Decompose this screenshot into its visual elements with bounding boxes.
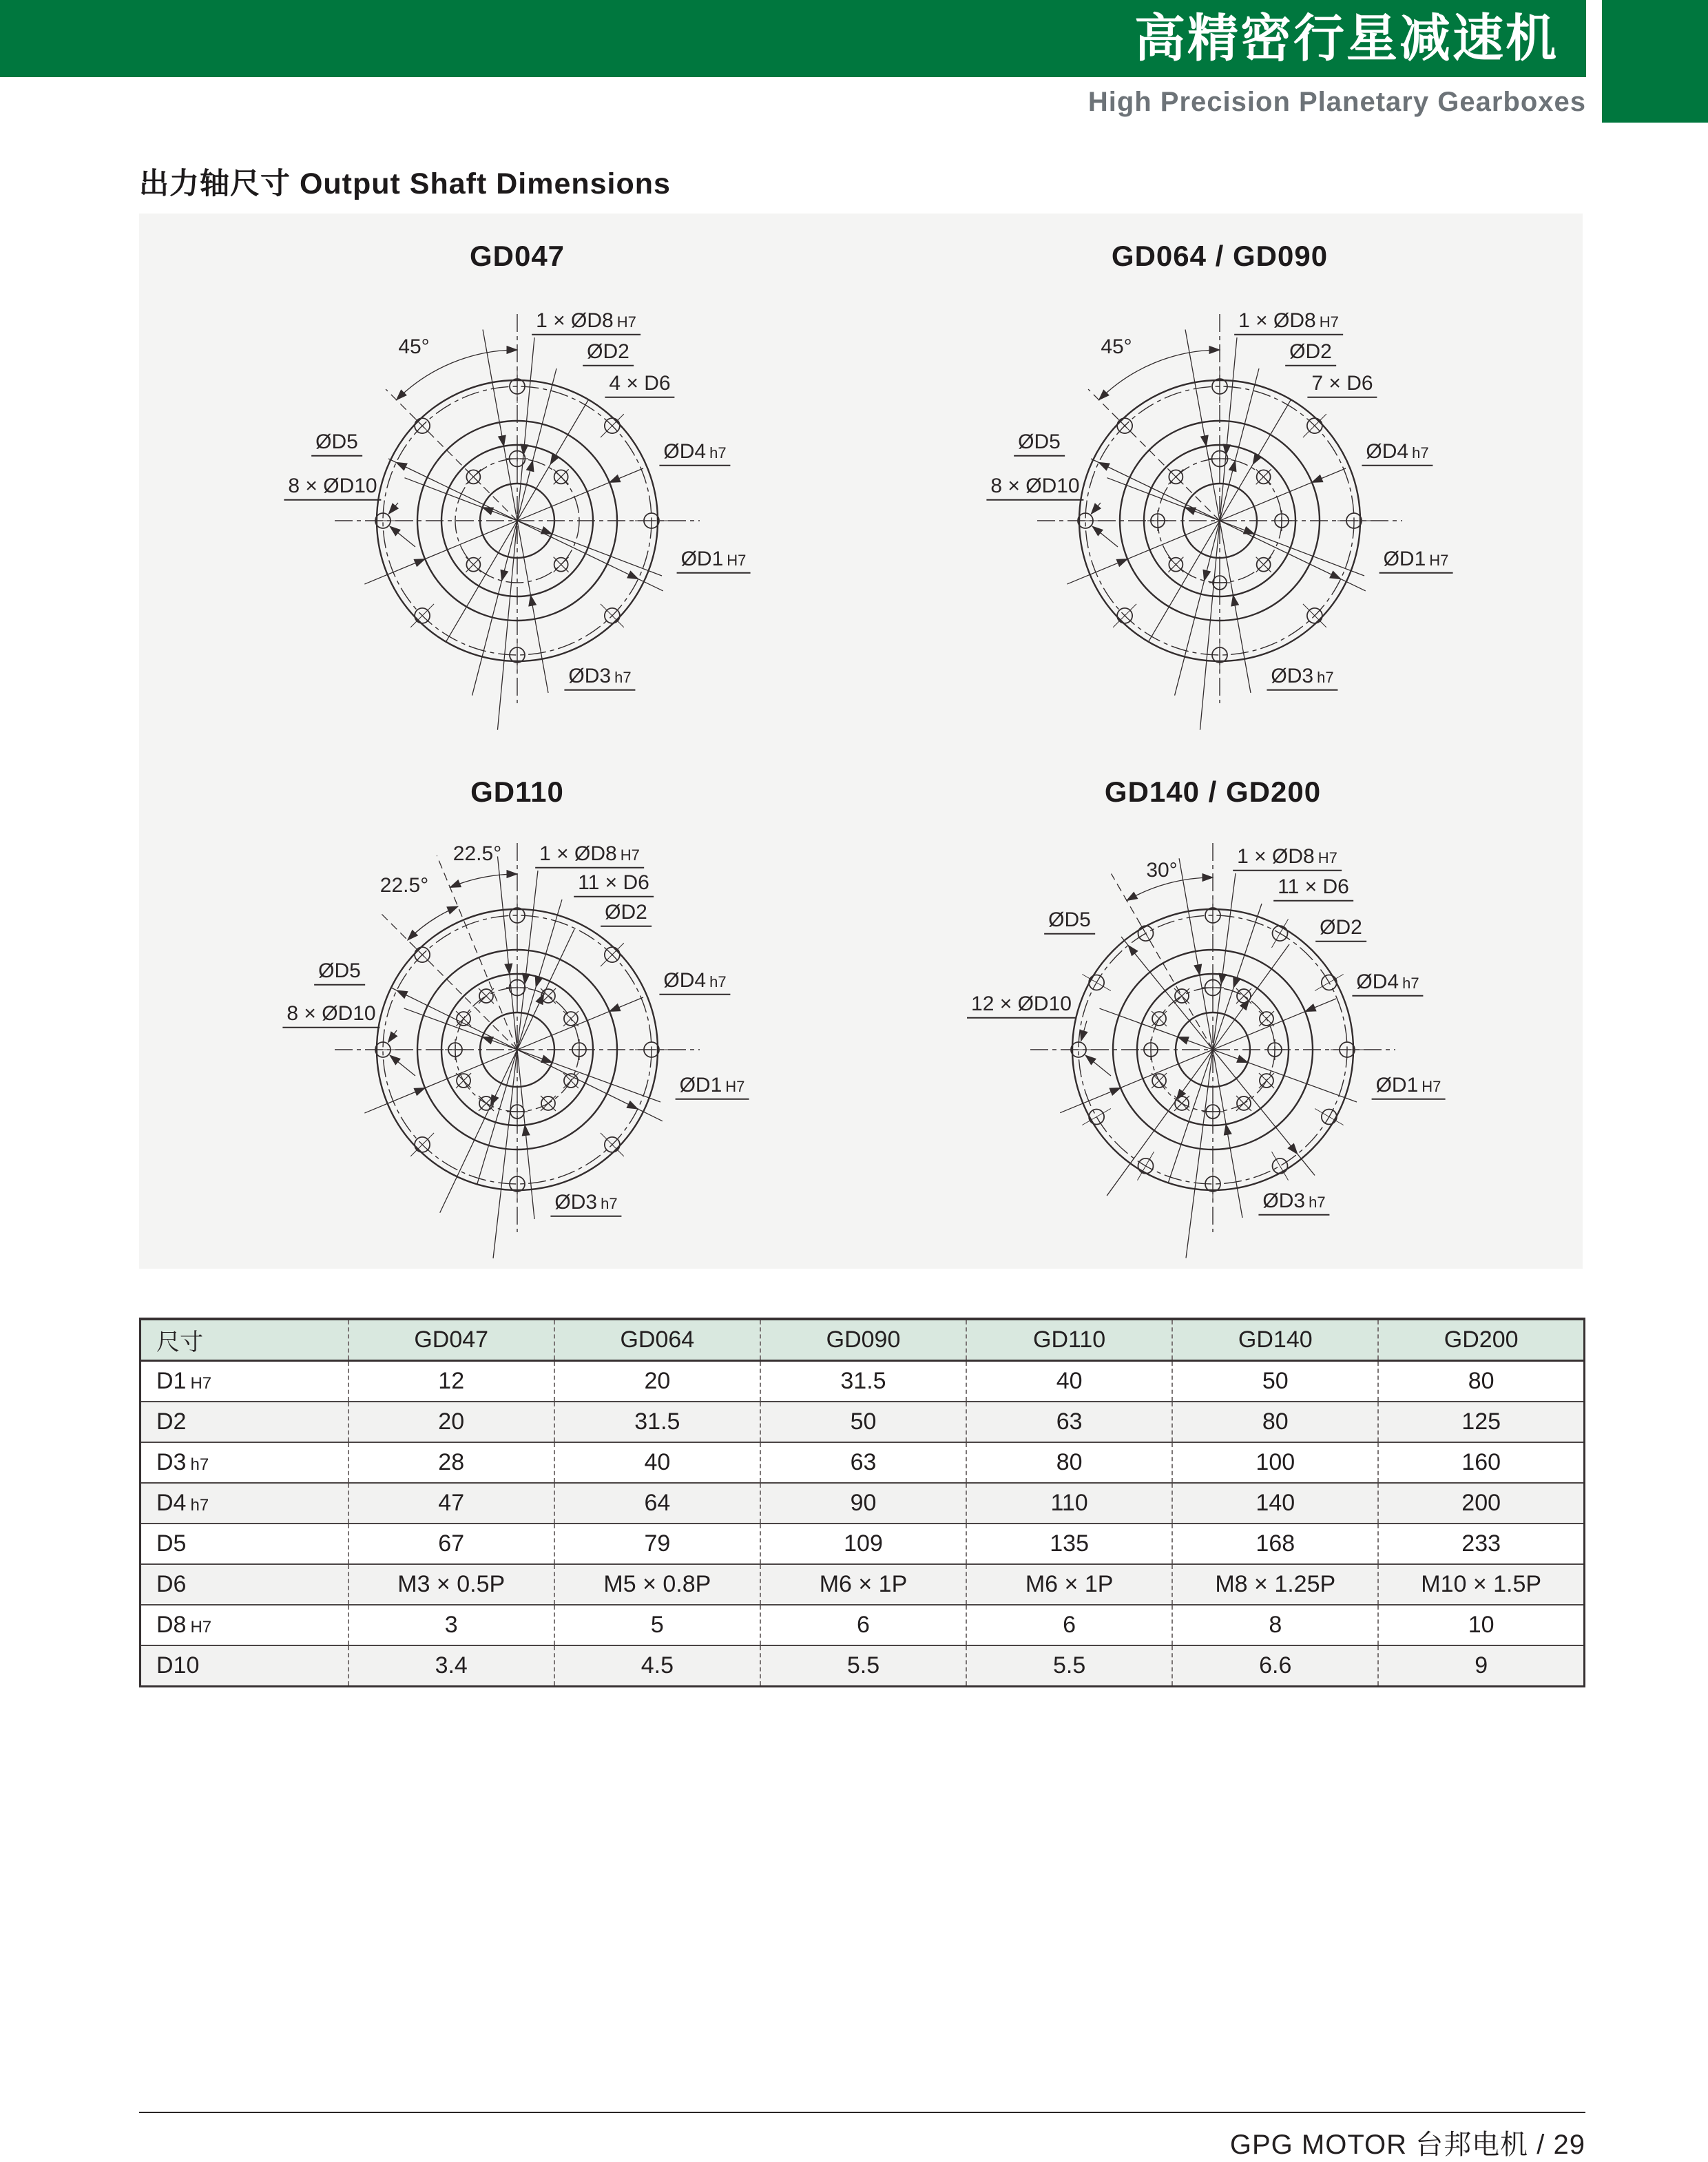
row-label-tolerance: h7 (190, 1496, 209, 1515)
dim-label-d6-gd110: 11 × D6 (574, 872, 654, 897)
table-cell: M5 × 0.8P (554, 1564, 760, 1605)
diagram-title-gd140: GD140 / GD200 (1104, 776, 1322, 808)
table-cell: 8 (1172, 1605, 1378, 1645)
dim-label-d10-gd110: 8 × ØD10 (282, 1003, 379, 1028)
table-row-d6 (140, 1564, 1585, 1605)
dim-label-d8-gd047: 1 × ØD8 H7 (532, 310, 640, 335)
table-cell: M8 × 1.25P (1172, 1564, 1378, 1605)
row-label: D3 h7 (156, 1449, 209, 1475)
table-cell: 6 (966, 1605, 1172, 1645)
angle-label-gd110-0: 22.5° (452, 842, 502, 865)
table-cell: 12 (348, 1361, 554, 1402)
dimensions-table (139, 1318, 1585, 1687)
table-cell: 5.5 (966, 1645, 1172, 1687)
dim-label-d5-gd047: ØD5 (311, 431, 362, 457)
dim-label-d10-gd140: 12 × ØD10 (967, 993, 1076, 1019)
table-row-d10 (140, 1645, 1585, 1687)
table-row-d5 (140, 1524, 1585, 1564)
table-cell: M6 × 1P (966, 1564, 1172, 1605)
dim-label-d10-gd047: 8 × ØD10 (284, 475, 381, 501)
table-cell: M3 × 0.5P (348, 1564, 554, 1605)
table-cell: 110 (966, 1483, 1172, 1524)
table-col-header: GD140 (1172, 1319, 1378, 1361)
table-cell: 5.5 (760, 1645, 966, 1687)
table-cell: 5 (554, 1605, 760, 1645)
dim-label-d5-gd140: ØD5 (1044, 909, 1095, 935)
table-cell: 90 (760, 1483, 966, 1524)
dim-label-d6-gd064: 7 × D6 (1307, 373, 1377, 398)
table-cell: 200 (1378, 1483, 1584, 1524)
dim-label-d2-gd064: ØD2 (1285, 341, 1336, 366)
dim-label-d8-gd110: 1 × ØD8 H7 (535, 843, 644, 869)
dim-label-d5-gd110: ØD5 (314, 960, 365, 986)
dim-label-d3-gd110: ØD3 h7 (550, 1192, 621, 1217)
page-subtitle-en: High Precision Planetary Gearboxes (1087, 87, 1586, 117)
table-cell: 31.5 (760, 1361, 966, 1402)
table-cell: 233 (1378, 1524, 1584, 1564)
table-cell: 63 (966, 1402, 1172, 1442)
angle-label-gd064-0: 45° (1101, 335, 1132, 358)
table-cell: 125 (1378, 1402, 1584, 1442)
table-cell: 6 (760, 1605, 966, 1645)
table-cell: 79 (554, 1524, 760, 1564)
table-col-header: GD110 (966, 1319, 1172, 1361)
table-cell: 50 (1172, 1361, 1378, 1402)
table-cell: 40 (966, 1361, 1172, 1402)
dim-label-d8-gd064: 1 × ØD8 H7 (1234, 310, 1343, 335)
dim-label-d1-gd064: ØD1 H7 (1379, 548, 1453, 574)
table-cell: 4.5 (554, 1645, 760, 1687)
row-label-tolerance: H7 (190, 1374, 212, 1393)
table-row-d3 (140, 1442, 1585, 1483)
dim-label-d4-gd110: ØD4 h7 (659, 970, 730, 995)
diagram-gd064 (965, 293, 1475, 720)
table-cell: M6 × 1P (760, 1564, 966, 1605)
table-row-d4 (140, 1483, 1585, 1524)
table-cell: 160 (1378, 1442, 1584, 1483)
table-cell: 64 (554, 1483, 760, 1524)
row-label: D8 H7 (156, 1612, 212, 1638)
dim-label-d3-gd140: ØD3 h7 (1258, 1190, 1329, 1216)
dim-label-d3-gd047: ØD3 h7 (564, 665, 635, 691)
dim-label-d1-gd140: ØD1 H7 (1372, 1074, 1446, 1100)
table-cell: 9 (1378, 1645, 1584, 1687)
row-label-tolerance: h7 (190, 1455, 209, 1474)
dim-label-d10-gd064: 8 × ØD10 (986, 475, 1083, 501)
dim-label-d5-gd064: ØD5 (1014, 431, 1065, 457)
table-cell: 50 (760, 1402, 966, 1442)
table-header-row (140, 1319, 1585, 1361)
table-corner-header: 尺寸 (140, 1319, 348, 1361)
table-cell: 63 (760, 1442, 966, 1483)
dim-label-d4-gd064: ØD4 h7 (1362, 441, 1433, 466)
diagram-gd047 (262, 293, 772, 720)
angle-label-gd110-1: 22.5° (379, 874, 429, 897)
table-col-header: GD200 (1378, 1319, 1584, 1361)
table-cell: 135 (966, 1524, 1172, 1564)
row-label: D6 (156, 1571, 187, 1597)
diagram-title-gd047: GD047 (469, 240, 565, 272)
dim-label-d3-gd064: ØD3 h7 (1267, 665, 1337, 691)
table-cell: 3.4 (348, 1645, 554, 1687)
diagram-title-gd064: GD064 / GD090 (1111, 240, 1329, 272)
table-cell: 10 (1378, 1605, 1584, 1645)
dim-label-d4-gd047: ØD4 h7 (659, 441, 730, 466)
dim-label-d1-gd047: ØD1 H7 (677, 548, 751, 574)
page-title-cn: 高精密行星减速机 (1134, 10, 1559, 67)
diagram-gd110 (262, 822, 772, 1249)
section-title: 出力轴尺寸 Output Shaft Dimensions (139, 167, 671, 200)
table-cell: 80 (1378, 1361, 1584, 1402)
drawing-panel (139, 214, 1583, 1269)
table-cell: 20 (554, 1361, 760, 1402)
dim-label-d1-gd110: ØD1 H7 (676, 1074, 749, 1100)
row-label: D5 (156, 1530, 187, 1557)
table-cell: 109 (760, 1524, 966, 1564)
table-row-d2 (140, 1402, 1585, 1442)
dim-label-d4-gd140: ØD4 h7 (1352, 971, 1423, 997)
angle-label-gd047-0: 45° (398, 335, 430, 358)
table-row-d1 (140, 1361, 1585, 1402)
diagram-gd140 (958, 822, 1468, 1249)
table-cell: 168 (1172, 1524, 1378, 1564)
table-cell: 31.5 (554, 1402, 760, 1442)
table-cell: 80 (1172, 1402, 1378, 1442)
dim-label-d6-gd140: 11 × D6 (1273, 876, 1353, 902)
table-cell: 140 (1172, 1483, 1378, 1524)
table-cell: 3 (348, 1605, 554, 1645)
diagram-title-gd110: GD110 (470, 776, 564, 808)
table-cell: 40 (554, 1442, 760, 1483)
table-col-header: GD064 (554, 1319, 760, 1361)
header-accent-block (1602, 0, 1708, 123)
row-label: D1 H7 (156, 1368, 212, 1394)
table-col-header: GD047 (348, 1319, 554, 1361)
table-row-d8 (140, 1605, 1585, 1645)
dim-label-d8-gd140: 1 × ØD8 H7 (1233, 846, 1342, 871)
row-label: D4 h7 (156, 1490, 209, 1516)
row-label: D10 (156, 1652, 200, 1678)
dim-label-d2-gd110: ØD2 (601, 902, 652, 927)
dim-label-d2-gd047: ØD2 (583, 341, 634, 366)
footer-rule (139, 2112, 1585, 2113)
table-cell: 6.6 (1172, 1645, 1378, 1687)
angle-label-gd140-0: 30° (1146, 859, 1178, 882)
table-col-header: GD090 (760, 1319, 966, 1361)
table-cell: 28 (348, 1442, 554, 1483)
footer-text: GPG MOTOR 台邦电机 / 29 (1229, 2130, 1585, 2160)
dim-label-d2-gd140: ØD2 (1315, 917, 1366, 942)
row-label-tolerance: H7 (190, 1618, 212, 1636)
table-cell: 100 (1172, 1442, 1378, 1483)
header-bar (0, 0, 1586, 77)
table-cell: 67 (348, 1524, 554, 1564)
dim-label-d6-gd047: 4 × D6 (605, 373, 674, 398)
table-cell: M10 × 1.5P (1378, 1564, 1584, 1605)
table-cell: 47 (348, 1483, 554, 1524)
table-cell: 80 (966, 1442, 1172, 1483)
table-cell: 20 (348, 1402, 554, 1442)
row-label: D2 (156, 1409, 187, 1435)
